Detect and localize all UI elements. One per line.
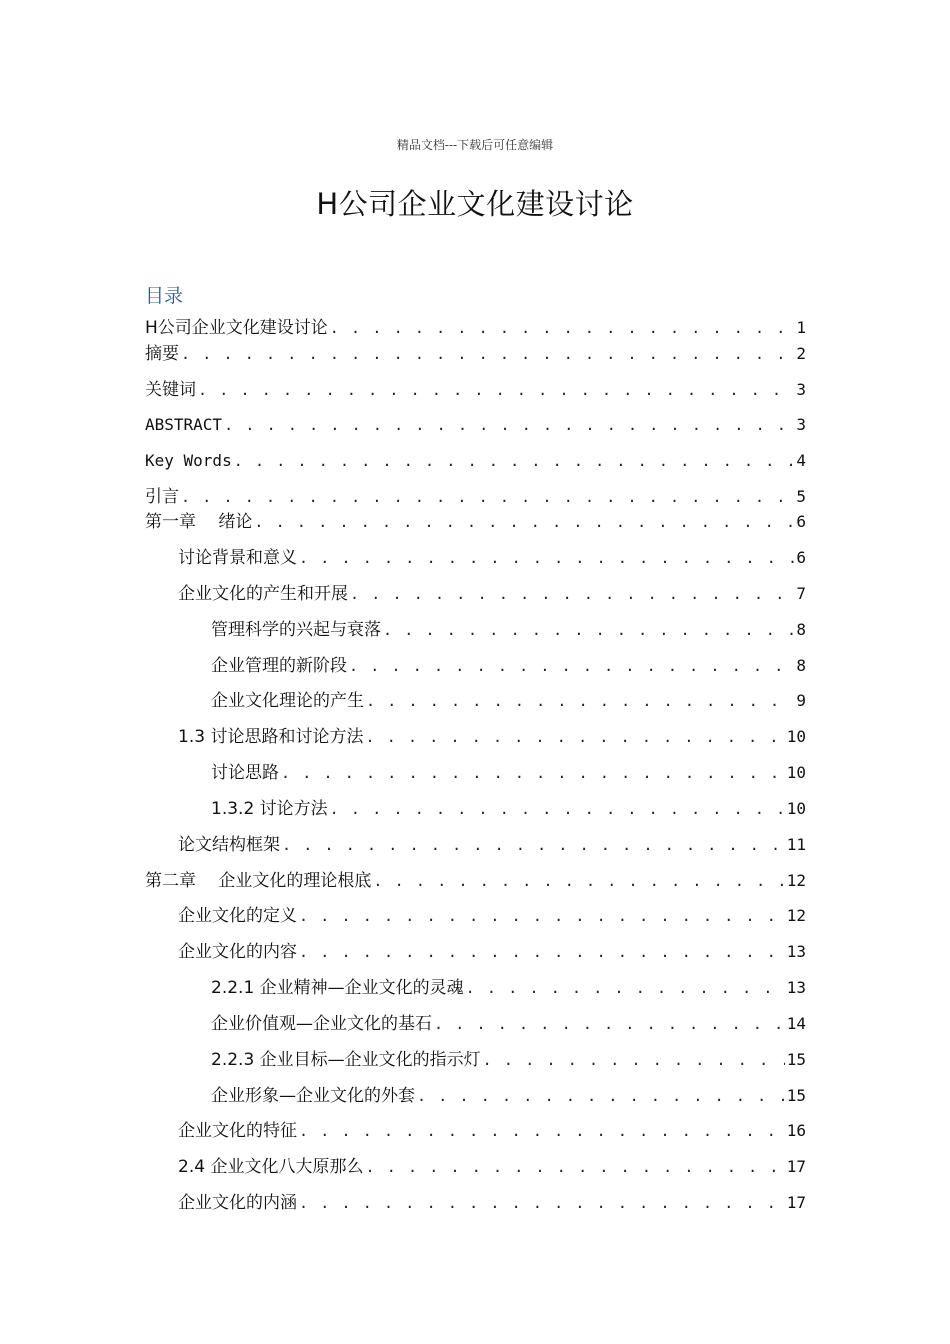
toc-entry[interactable] <box>145 870 806 892</box>
toc-entry-page: 15 <box>786 1050 806 1069</box>
toc-dot-leader <box>350 583 794 605</box>
toc-dot-leader <box>299 1192 785 1214</box>
toc-entry[interactable] <box>145 486 806 508</box>
toc-entry-page: 3 <box>796 415 806 434</box>
toc-entry-title: 管理科学的兴起与衰落 <box>211 620 381 640</box>
toc-entry[interactable] <box>145 343 806 365</box>
toc-dot-leader <box>299 941 785 963</box>
toc-dot-leader <box>483 1049 785 1071</box>
toc-entry-title: ABSTRACT <box>145 415 223 434</box>
toc-entry-title: 企业形象—企业文化的外套 <box>211 1086 415 1106</box>
toc-entry[interactable] <box>178 905 806 927</box>
toc-entry[interactable] <box>178 726 806 748</box>
toc-entry-page: 9 <box>796 691 806 710</box>
toc-entry-page: 17 <box>786 1157 806 1176</box>
toc-entry[interactable] <box>211 690 806 712</box>
toc-entry-title: 2.2.1 企业精神—企业文化的灵魂 <box>211 978 464 998</box>
toc-entry[interactable] <box>211 1049 806 1071</box>
toc-entry-page: 13 <box>786 978 806 997</box>
toc-entry-title: H公司企业文化建设讨论 <box>145 318 328 338</box>
toc-entry-title: 引言 <box>145 487 179 507</box>
toc-dot-leader <box>373 870 784 892</box>
toc-entry[interactable] <box>211 762 806 784</box>
toc-entry-title: 企业文化的特征 <box>178 1121 297 1141</box>
toc-entry-title: 企业文化的定义 <box>178 906 297 926</box>
toc-entry-page: 5 <box>796 487 806 506</box>
toc-entry-title: 讨论背景和意义 <box>178 548 297 568</box>
toc-entry-page: 10 <box>786 799 806 818</box>
toc-entry-page: 15 <box>786 1086 806 1105</box>
toc-entry-page: 14 <box>786 1014 806 1033</box>
toc-entry[interactable] <box>145 414 806 436</box>
toc-entry-page: 1 <box>796 318 806 337</box>
toc-dot-leader <box>224 414 794 436</box>
toc-entry[interactable] <box>178 1156 806 1178</box>
toc-entry-title: 企业文化理论的产生 <box>211 691 364 711</box>
toc-entry-title: 2.4 企业文化八大原那么 <box>178 1157 364 1177</box>
toc-heading: 目录 <box>145 285 184 307</box>
toc-dot-leader <box>181 343 794 365</box>
toc-entry-title: 第一章 绪论 <box>145 512 253 532</box>
toc-entry-page: 13 <box>786 942 806 961</box>
toc-entry[interactable] <box>211 655 806 677</box>
toc-entry[interactable] <box>178 941 806 963</box>
toc-dot-leader <box>281 762 785 784</box>
toc-dot-leader <box>434 1013 785 1035</box>
header-note: 精品文档---下载后可任意编辑 <box>396 138 554 152</box>
toc-entry-page: 10 <box>786 727 806 746</box>
toc-entry-title: 企业价值观—企业文化的基石 <box>211 1014 432 1034</box>
toc-entry[interactable] <box>211 798 806 820</box>
document-title: H公司企业文化建设讨论 <box>316 187 634 221</box>
toc-entry[interactable] <box>178 1120 806 1142</box>
toc-entry-page: 2 <box>796 344 806 363</box>
toc-entry-title: 摘要 <box>145 344 179 364</box>
toc-entry-page: 3 <box>796 380 806 399</box>
toc-entry[interactable] <box>145 511 806 533</box>
toc-dot-leader <box>330 798 785 820</box>
toc-entry-page: 10 <box>786 763 806 782</box>
toc-entry[interactable] <box>211 1013 806 1035</box>
toc-entry-page: 7 <box>796 584 806 603</box>
toc-entry-page: 12 <box>786 871 806 890</box>
toc-entry[interactable] <box>145 379 806 401</box>
toc-dot-leader <box>365 1156 784 1178</box>
toc-entry-title: 第二章 企业文化的理论根底 <box>145 871 372 891</box>
toc-entry-page: 11 <box>786 835 806 854</box>
toc-entry[interactable] <box>145 317 806 339</box>
toc-entry[interactable] <box>178 1192 806 1214</box>
toc-entry[interactable] <box>178 834 806 856</box>
toc-dot-leader <box>198 379 794 401</box>
toc-entry-title: 2.2.3 企业目标—企业文化的指示灯 <box>211 1050 481 1070</box>
toc-entry[interactable] <box>145 450 806 472</box>
toc-entry-page: 6 <box>796 512 806 531</box>
toc-entry-page: 17 <box>786 1193 806 1212</box>
toc-entry-title: 论文结构框架 <box>178 835 280 855</box>
toc-dot-leader <box>282 834 785 856</box>
toc-entry-title: 关键词 <box>145 380 196 400</box>
toc-dot-leader <box>349 655 794 677</box>
toc-dot-leader <box>417 1085 785 1107</box>
toc-dot-leader <box>181 486 794 508</box>
toc-entry[interactable] <box>178 547 806 569</box>
toc-entry[interactable] <box>178 583 806 605</box>
toc-entry-page: 8 <box>796 620 806 639</box>
toc-dot-leader <box>330 317 795 339</box>
toc-entry-title: 企业文化的内涵 <box>178 1193 297 1213</box>
toc-entry[interactable] <box>211 977 806 999</box>
toc-entry[interactable] <box>211 619 806 641</box>
toc-entry-page: 8 <box>796 656 806 675</box>
toc-dot-leader <box>366 690 794 712</box>
toc-dot-leader <box>299 1120 785 1142</box>
toc-entry-title: 1.3 讨论思路和讨论方法 <box>178 727 364 747</box>
toc-entry-title: 讨论思路 <box>211 763 279 783</box>
toc-dot-leader <box>299 905 785 927</box>
toc-entry-page: 12 <box>786 906 806 925</box>
toc-entry-title: 企业管理的新阶段 <box>211 656 347 676</box>
toc-dot-leader <box>383 619 794 641</box>
toc-entry-title: 企业文化的产生和开展 <box>178 584 348 604</box>
toc-dot-leader <box>365 726 784 748</box>
toc-dot-leader <box>234 450 795 472</box>
toc-entry-title: 1.3.2 讨论方法 <box>211 799 328 819</box>
toc-entry[interactable] <box>211 1085 806 1107</box>
toc-entry-page: 16 <box>786 1121 806 1140</box>
toc-entry-title: Key Words <box>145 451 232 470</box>
toc-entry-page: 6 <box>796 548 806 567</box>
toc-entry-page: 4 <box>796 451 806 470</box>
toc-dot-leader <box>254 511 794 533</box>
toc-dot-leader <box>466 977 785 999</box>
toc-dot-leader <box>299 547 794 569</box>
toc-entry-title: 企业文化的内容 <box>178 942 297 962</box>
